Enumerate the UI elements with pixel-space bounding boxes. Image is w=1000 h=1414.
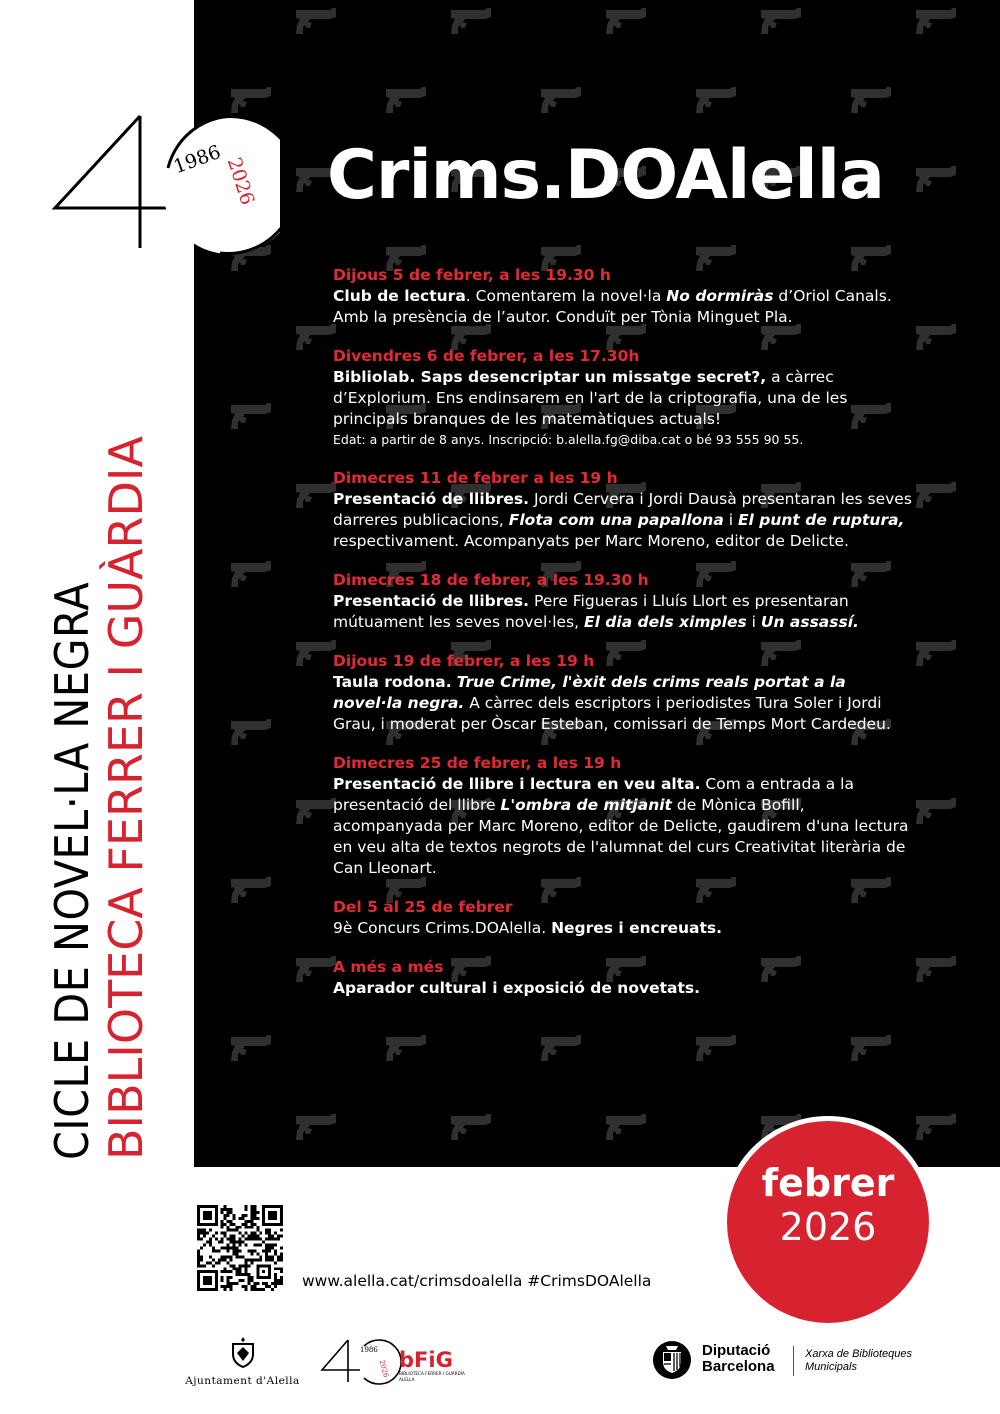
bfig-letters: bFiG — [399, 1348, 453, 1372]
event-item — [333, 753, 918, 879]
event-date: Del 5 al 25 de febrer — [333, 898, 513, 916]
event-description — [333, 489, 918, 552]
diputacio-emblem-icon — [652, 1340, 692, 1380]
ajuntament-name: Ajuntament d'Alella — [185, 1375, 300, 1387]
event-item — [333, 468, 918, 552]
pistol-icon — [916, 1114, 956, 1140]
event-type: Taula rodona. — [333, 673, 452, 691]
date-badge — [722, 1116, 934, 1328]
event-text: . Comentarem la novel·la — [465, 287, 667, 305]
pistol-icon — [231, 1035, 271, 1061]
diputacio-logo — [652, 1340, 942, 1380]
book-title: L'ombra de mitjanit — [500, 796, 672, 814]
logo-year-end: 2026 — [222, 154, 259, 208]
ajuntament-logo — [180, 1336, 305, 1386]
ajuntament-shield-icon — [229, 1336, 257, 1368]
pistol-icon — [296, 798, 336, 824]
event-text: Com a entrada a la presentació del llibre — [333, 775, 854, 814]
pistol-icon — [696, 87, 736, 113]
pistol-icon — [696, 1035, 736, 1061]
event-description — [333, 978, 918, 999]
event-type: Club de lectura — [333, 287, 466, 305]
event-item — [333, 897, 918, 939]
pistol-icon — [916, 166, 956, 192]
bfig-subtitle: BIBLIOTECA FERRER I GUÀRDIA — [399, 1371, 465, 1376]
network-line1: Xarxa de Biblioteques — [805, 1348, 913, 1360]
event-text: a càrrec d’Explorium. Ens endinsarem en l'art de la criptografia, una de les principals branques de les matemàtiques actuals! — [333, 368, 848, 428]
event-date: Dijous 19 de febrer, a les 19 h — [333, 652, 595, 670]
event-description — [333, 286, 918, 307]
pistol-icon — [916, 324, 956, 350]
event-date: Dimecres 11 de febrer a les 19 h — [333, 469, 618, 487]
bfig-town: ALELLA — [399, 1377, 415, 1382]
main-title: Crims.DOAlella — [327, 136, 884, 215]
library-network — [805, 1348, 912, 1374]
pistol-icon — [296, 8, 336, 34]
pistol-icon — [916, 956, 956, 982]
pistol-icon — [231, 719, 271, 745]
pistol-icon — [851, 1035, 891, 1061]
diputacio-line2: Barcelona — [702, 1358, 775, 1375]
pistol-icon — [231, 403, 271, 429]
event-text: respectivament. Acompanyats per Marc Moreno, editor de Delicte. — [333, 532, 849, 550]
event-text: Jordi Cervera i Jordi Dausà presentaran les seves darreres publicacions, — [333, 490, 912, 529]
event-item — [333, 265, 918, 328]
pistol-icon — [451, 1114, 491, 1140]
event-text: i — [746, 613, 761, 631]
logo-divider — [793, 1346, 794, 1376]
pistol-icon — [386, 87, 426, 113]
pistol-icon — [296, 1114, 336, 1140]
event-description — [333, 672, 918, 735]
pistol-icon — [916, 8, 956, 34]
pistol-icon — [296, 640, 336, 666]
network-line2: Municipals — [805, 1361, 857, 1373]
pistol-icon — [916, 482, 956, 508]
event-text: d’Oriol Canals. — [773, 287, 892, 305]
event-item — [333, 346, 918, 450]
event-description — [333, 367, 918, 430]
event-type: Aparador cultural i exposició de novetats. — [333, 979, 700, 997]
event-description — [333, 591, 918, 633]
event-description — [333, 774, 918, 879]
bfig-logo — [320, 1336, 470, 1386]
pistol-icon — [386, 1035, 426, 1061]
event-type: Negres i encreuats. — [551, 919, 723, 937]
event-text: 9è Concurs Crims.DOAlella. — [333, 919, 552, 937]
logo-year-start: 1986 — [170, 141, 224, 179]
event-text: i — [723, 511, 738, 529]
event-text: de Mònica Bofill, acompanyada per Marc Moreno, editor de Delicte, gaudirem d'una lectura en veu alta de textos negrots de l'alumnat del curs Creativitat literària de Can Lleonart. — [333, 796, 909, 877]
event-date: Divendres 6 de febrer, a les 17.30h — [333, 347, 640, 365]
pistol-icon — [296, 324, 336, 350]
qr-code[interactable] — [197, 1205, 283, 1291]
event-note: Edat: a partir de 8 anys. Inscripció: b.alella.fg@diba.cat o bé 93 555 90 55. — [333, 432, 804, 447]
pistol-icon — [851, 87, 891, 113]
event-item — [333, 651, 918, 735]
event-type: Presentació de llibre i lectura en veu alta. — [333, 775, 701, 793]
diputacio-line1: Diputació — [702, 1342, 771, 1359]
event-text: A càrrec dels escriptors i periodistes Tura Soler i Jordi Grau, i moderat per Òscar Esteban, comissari de Temps Mort Cardedeu. — [333, 694, 891, 733]
pistol-icon — [916, 640, 956, 666]
event-date: A més a més — [333, 958, 444, 976]
website-url[interactable]: www.alella.cat/crimsdoalella #CrimsDOAlella — [302, 1272, 652, 1290]
event-date: Dijous 5 de febrer, a les 19.30 h — [333, 266, 611, 284]
diputacio-name — [702, 1343, 775, 1375]
event-item — [333, 570, 918, 633]
library-title: BIBLIOTECA FERRER I GUÀRDIA — [99, 436, 153, 1160]
event-text: Pere Figueras i Lluís Llort es presentaran mútuament les seves novel·les, — [333, 592, 849, 631]
bfig-year-end: 2026 — [377, 1359, 390, 1379]
pistol-icon — [916, 798, 956, 824]
event-type: Presentació de llibres. — [333, 490, 530, 508]
pistol-icon — [606, 8, 646, 34]
pistol-icon — [231, 561, 271, 587]
book-title: El punt de ruptura, — [737, 511, 905, 529]
pistol-icon — [296, 956, 336, 982]
pistol-icon — [451, 8, 491, 34]
anniversary-40-logo — [50, 108, 280, 268]
badge-month: febrer — [761, 1161, 895, 1205]
book-title: Flota com una papallona — [508, 511, 724, 529]
pistol-icon — [231, 877, 271, 903]
book-title: El dia dels ximples — [583, 613, 747, 631]
pistol-icon — [296, 482, 336, 508]
book-title: No dormiràs — [666, 287, 774, 305]
event-item — [333, 957, 918, 999]
event-description — [333, 918, 918, 939]
book-title: Un assassí. — [760, 613, 859, 631]
event-date: Dimecres 18 de febrer, a les 19.30 h — [333, 571, 649, 589]
bfig-year-start: 1986 — [360, 1346, 378, 1354]
program-list — [333, 265, 918, 1017]
cicle-title: CICLE DE NOVEL·LA NEGRA — [45, 581, 99, 1160]
event-type: Bibliolab. Saps desencriptar un missatge secret?, — [333, 368, 767, 386]
badge-year: 2026 — [779, 1205, 877, 1249]
pistol-icon — [541, 87, 581, 113]
event-type: Presentació de llibres. — [333, 592, 530, 610]
event-date: Dimecres 25 de febrer, a les 19 h — [333, 754, 622, 772]
book-title: True Crime, l'èxit dels crims reals portat a la novel·la negra. — [333, 673, 846, 712]
vertical-title — [45, 436, 153, 1160]
pistol-icon — [541, 1035, 581, 1061]
event-description: Amb la presència de l’autor. Conduït per Tònia Minguet Pla. — [333, 308, 793, 326]
pistol-icon — [606, 1114, 646, 1140]
pistol-icon — [761, 8, 801, 34]
